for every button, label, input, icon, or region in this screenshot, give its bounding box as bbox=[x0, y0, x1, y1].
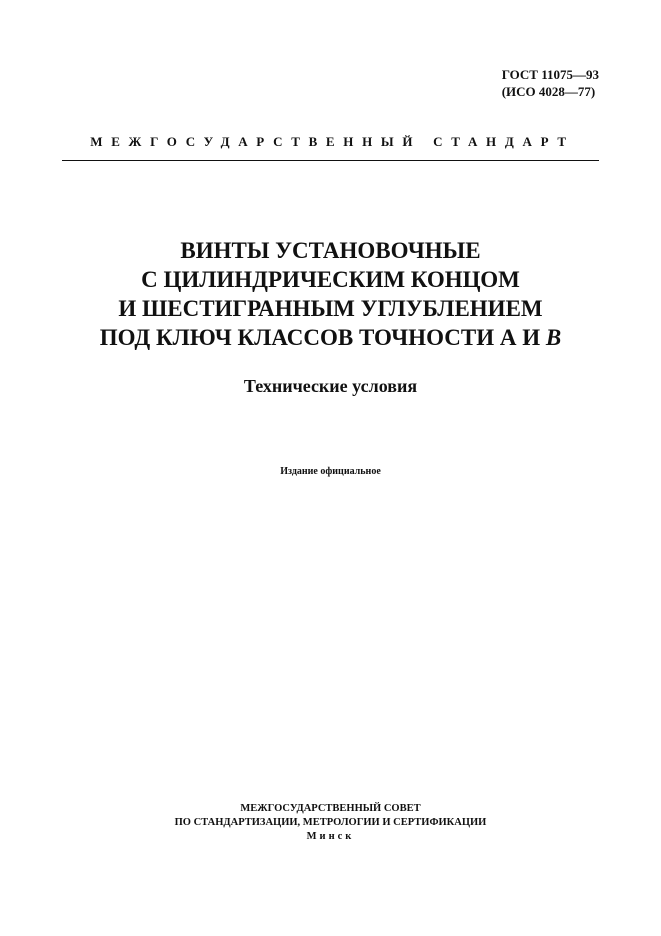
title-line-1: ВИНТЫ УСТАНОВОЧНЫЕ bbox=[180, 238, 481, 263]
standard-type-heading: МЕЖГОСУДАРСТВЕННЫЙ СТАНДАРТ bbox=[90, 134, 575, 149]
gost-number: ГОСТ 11075—93 bbox=[501, 67, 599, 82]
title-line-4-text: ПОД КЛЮЧ КЛАССОВ ТОЧНОСТИ А И bbox=[99, 325, 546, 350]
title-line-3: И ШЕСТИГРАННЫМ УГЛУБЛЕНИЕМ bbox=[118, 296, 543, 321]
document-subtitle: Технические условия bbox=[243, 376, 418, 396]
title-line-2: С ЦИЛИНДРИЧЕСКИМ КОНЦОМ bbox=[141, 267, 520, 292]
publisher-city: Минск bbox=[306, 831, 355, 842]
title-line-4-italic: В bbox=[545, 325, 562, 350]
title-line-4 bbox=[0, 323, 661, 352]
publisher-line-1: МЕЖГОСУДАРСТВЕННЫЙ СОВЕТ bbox=[240, 803, 421, 814]
publisher-line-2: ПО СТАНДАРТИЗАЦИИ, МЕТРОЛОГИИ И СЕРТИФИКАЦИИ bbox=[174, 817, 487, 828]
edition-note: Издание официальное bbox=[280, 466, 381, 477]
document-title bbox=[0, 236, 661, 352]
standard-designation bbox=[502, 66, 599, 100]
publisher-block bbox=[0, 802, 661, 844]
header-divider bbox=[62, 160, 599, 161]
iso-number: (ИСО 4028—77) bbox=[501, 84, 596, 99]
